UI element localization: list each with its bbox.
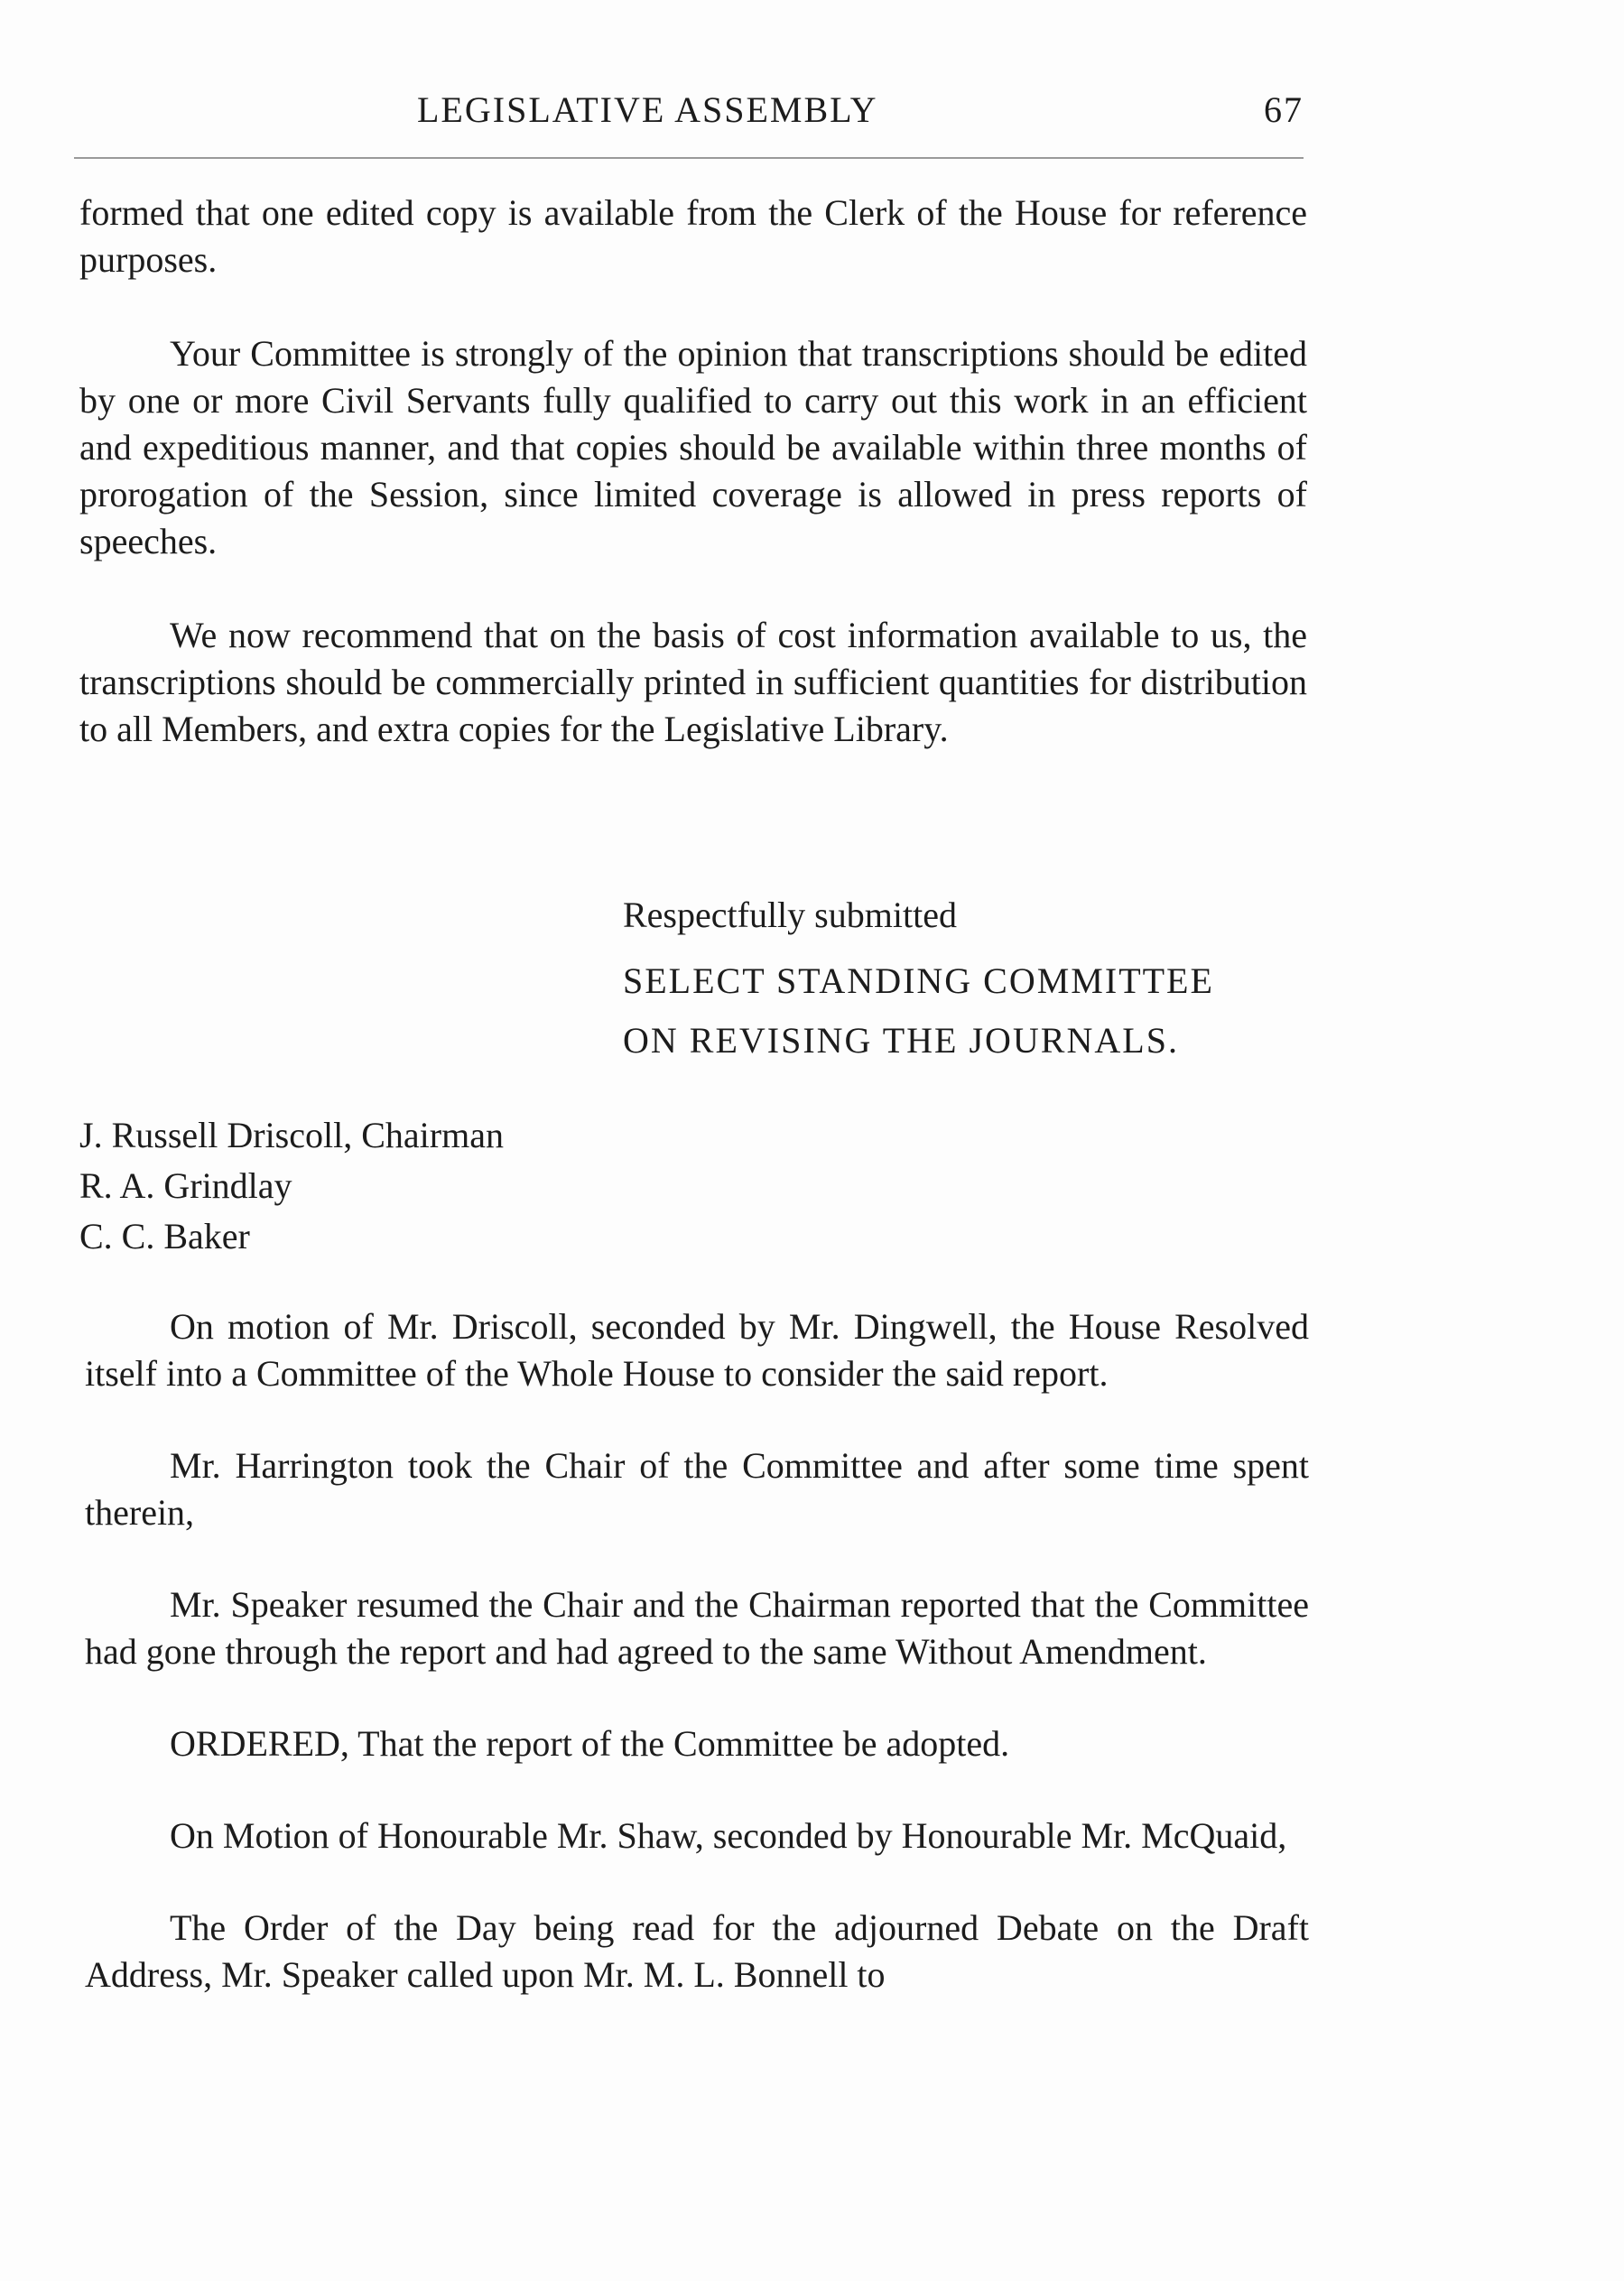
running-title: LEGISLATIVE ASSEMBLY [417, 89, 878, 130]
paragraph-recommendation: We now recommend that on the basis of cost information available to us, the transcriptions should be commercially printed in sufficient quantities for distribution to all Members, and extra copies for the Legislative Library. [79, 615, 1307, 749]
paragraph-ordered: ORDERED, That the report of the Committee be adopted. [170, 1723, 1010, 1764]
paragraph-opinion: Your Committee is strongly of the opinion that transcriptions should be edited by one or more Civil Servants fully qualified to carry out this work in an efficient and expeditious manner, and that copies should be available within three months of prorogation of the Session, since limited coverage is allowed in press reports of speeches. [79, 333, 1307, 561]
proceedings-body [85, 1303, 1309, 2044]
paragraph-committee-chair: Mr. Harrington took the Chair of the Committee and after some time spent therein, [85, 1445, 1309, 1533]
closing-line: Respectfully submitted [623, 895, 957, 935]
member-name: C. C. Baker [79, 1216, 250, 1256]
report-body-top [79, 190, 1307, 800]
paragraph-motion: On motion of Mr. Driscoll, seconded by Mr. Dingwell, the House Resolved itself into a Committee of the Whole House to consider the said report. [85, 1306, 1309, 1394]
committee-name-line-2: ON REVISING THE JOURNALS. [623, 1020, 1179, 1061]
paragraph-order-of-day: The Order of the Day being read for the adjourned Debate on the Draft Address, Mr. Speaker called upon Mr. M. L. Bonnell to [85, 1907, 1309, 1995]
paragraph-continuation: formed that one edited copy is available from the Clerk of the House for reference purposes. [79, 192, 1307, 280]
page-header [74, 88, 1304, 159]
paragraph-speaker-resumed: Mr. Speaker resumed the Chair and the Chairman reported that the Committee had gone through the report and had agreed to the same Without Amendment. [85, 1584, 1309, 1672]
member-list [79, 1110, 504, 1262]
member-name: R. A. Grindlay [79, 1165, 292, 1206]
paragraph-motion-shaw: On Motion of Honourable Mr. Shaw, seconded by Honourable Mr. McQuaid, [170, 1815, 1287, 1856]
signature-block [623, 892, 1309, 1076]
member-name: J. Russell Driscoll, Chairman [79, 1115, 504, 1155]
page-number: 67 [1264, 89, 1304, 130]
committee-name-line-1: SELECT STANDING COMMITTEE [623, 960, 1214, 1001]
